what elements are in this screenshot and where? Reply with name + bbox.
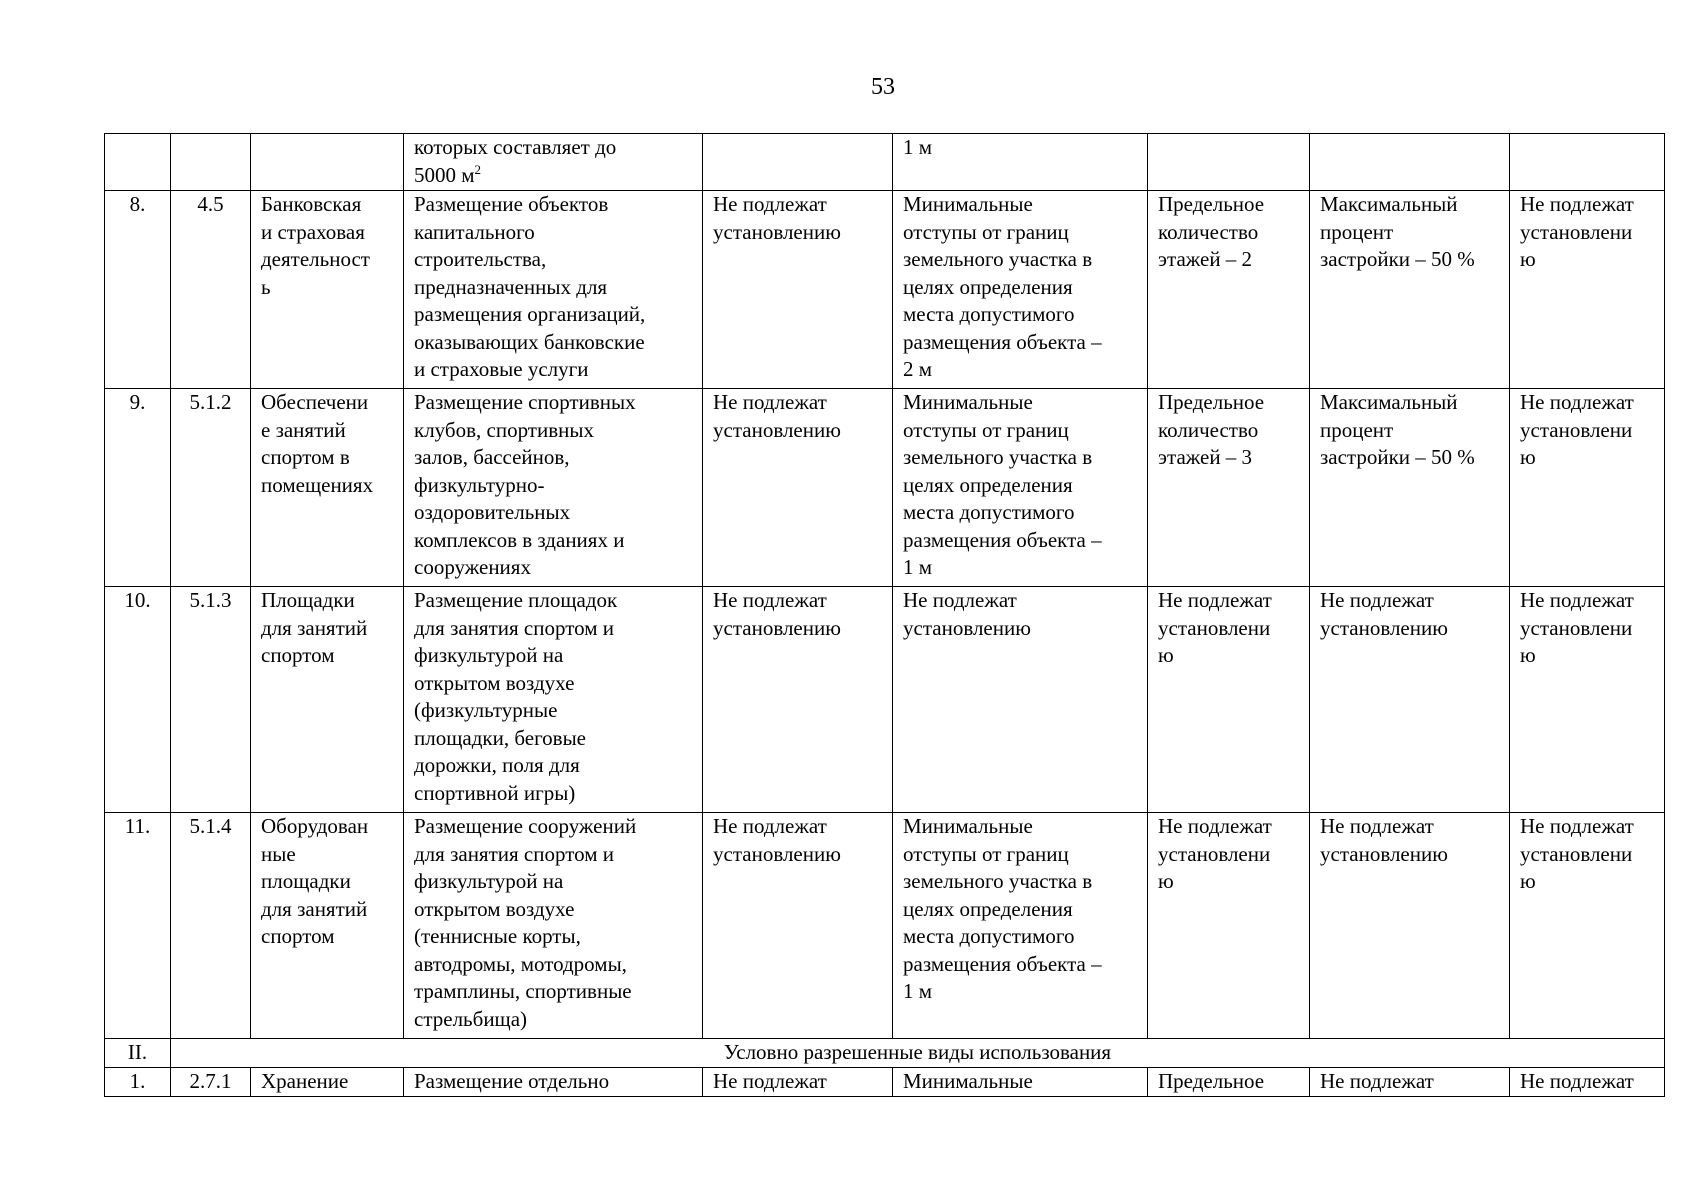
cell-col9 [1510, 389, 1665, 587]
cell-line: Площадки [261, 588, 355, 612]
cell-name [251, 134, 404, 191]
cell-line [414, 162, 692, 190]
cell-col8 [1310, 1068, 1510, 1097]
cell-number: 11. [105, 813, 171, 1039]
cell-line: Максимальный [1320, 192, 1458, 216]
cell-line: установлению [1320, 615, 1448, 640]
cell-line: Не подлежат [1320, 588, 1434, 612]
cell-line: процент [1320, 417, 1394, 442]
cell-line: целях определения [903, 896, 1073, 921]
cell-number: 9. [105, 389, 171, 587]
cell-name [251, 1068, 404, 1097]
cell-line: размещения объекта – [903, 329, 1102, 354]
cell-line: оздоровительных [414, 500, 571, 524]
cell-line: оказывающих банковские [414, 329, 645, 354]
cell-line: 1 м [903, 555, 933, 579]
cell-col9 [1510, 134, 1665, 191]
table-row [105, 191, 1665, 389]
section-row [105, 1039, 1665, 1068]
cell-name [251, 191, 404, 389]
cell-line: Обеспечени [261, 390, 369, 414]
cell-line: Предельное [1158, 1069, 1265, 1093]
cell-line: земельного участка в [903, 445, 1093, 469]
cell-line: установлени [1520, 841, 1633, 866]
cell-line: Предельное [1158, 192, 1265, 216]
cell-line: для занятий [261, 896, 368, 921]
cell-line: Размещение спортивных [414, 390, 636, 414]
cell-col8 [1310, 134, 1510, 191]
cell-line: установлени [1520, 219, 1633, 244]
cell-line: процент [1320, 219, 1394, 244]
cell-line: отступы от границ [903, 417, 1069, 442]
cell-line: помещениях [261, 472, 374, 497]
cell-line: е занятий [261, 417, 346, 442]
cell-line: спортом [261, 924, 335, 948]
cell-description [404, 813, 703, 1039]
cell-line: открытом воздухе [414, 670, 575, 695]
table-row [105, 134, 1665, 191]
cell-number: 8. [105, 191, 171, 389]
cell-line: Не подлежат [1320, 1069, 1434, 1093]
cell-line: размещения объекта – [903, 951, 1102, 976]
cell-line: Не подлежат [1158, 588, 1272, 612]
cell-line: застройки – 50 % [1320, 247, 1475, 271]
cell-line: капитального [414, 219, 535, 244]
cell-line: установлению [1320, 841, 1448, 866]
cell-col7 [1148, 191, 1310, 389]
cell-line: деятельност [261, 247, 370, 271]
cell-code: 2.7.1 [171, 1068, 251, 1097]
cell-name [251, 587, 404, 813]
cell-line: спортивной игры) [414, 780, 576, 805]
cell-col6 [893, 191, 1148, 389]
cell-col8 [1310, 389, 1510, 587]
cell-line: Не подлежат [713, 814, 827, 838]
cell-col7 [1148, 587, 1310, 813]
cell-line: Минимальные [903, 192, 1033, 216]
cell-col6 [893, 587, 1148, 813]
cell-col7 [1148, 389, 1310, 587]
cell-col7 [1148, 1068, 1310, 1097]
cell-col6 [893, 389, 1148, 587]
cell-col5 [703, 191, 893, 389]
table-row [105, 1068, 1665, 1097]
cell-line: 1 м [903, 135, 933, 159]
cell-line: Не подлежат [1320, 814, 1434, 838]
cell-line: предназначенных для [414, 274, 608, 299]
cell-line: комплексов в зданиях и [414, 527, 625, 552]
cell-line: Не подлежат [1520, 192, 1634, 216]
superscript: 2 [474, 161, 482, 177]
cell-line: ю [1158, 643, 1174, 667]
zoning-table [104, 133, 1665, 1097]
cell-line: установлени [1520, 417, 1633, 442]
cell-description [404, 389, 703, 587]
cell-line: отступы от границ [903, 219, 1069, 244]
cell-name [251, 813, 404, 1039]
cell-line: для занятия спортом и [414, 841, 614, 866]
cell-line: размещения объекта – [903, 527, 1102, 552]
cell-description [404, 134, 703, 191]
cell-col8 [1310, 813, 1510, 1039]
cell-line: установлению [713, 615, 841, 640]
cell-line: для занятия спортом и [414, 615, 614, 640]
cell-line: (теннисные корты, [414, 924, 581, 948]
cell-line: площадки, беговые [414, 725, 586, 750]
cell-line: 2 м [903, 357, 933, 381]
cell-line: ю [1520, 445, 1536, 469]
cell-col6 [893, 1068, 1148, 1097]
cell-line: Минимальные [903, 1069, 1033, 1093]
cell-col5 [703, 389, 893, 587]
cell-line: этажей – 3 [1158, 445, 1253, 469]
cell-line: Не подлежат [1520, 814, 1634, 838]
cell-line: автодромы, мотодромы, [414, 951, 627, 976]
table-row [105, 587, 1665, 813]
cell-line: физкультурой на [414, 643, 564, 667]
cell-line: Предельное [1158, 390, 1265, 414]
cell-name [251, 389, 404, 587]
cell-line: 1 м [903, 979, 933, 1003]
cell-line: ю [1158, 869, 1174, 893]
cell-line: целях определения [903, 472, 1073, 497]
cell-line: отступы от границ [903, 841, 1069, 866]
cell-col6 [893, 134, 1148, 191]
cell-line: места допустимого [903, 302, 1075, 326]
cell-line: установлению [713, 841, 841, 866]
cell-line: (физкультурные [414, 698, 558, 722]
cell-line: трамплины, спортивные [414, 979, 632, 1003]
cell-line: установлени [1158, 615, 1271, 640]
cell-col6 [893, 813, 1148, 1039]
cell-line: залов, бассейнов, [414, 445, 570, 469]
cell-col9 [1510, 191, 1665, 389]
cell-line: Максимальный [1320, 390, 1458, 414]
cell-col5 [703, 1068, 893, 1097]
cell-code: 4.5 [171, 191, 251, 389]
cell-col9 [1510, 587, 1665, 813]
cell-line: Минимальные [903, 814, 1033, 838]
cell-col8 [1310, 587, 1510, 813]
cell-line: и страховые услуги [414, 357, 589, 381]
cell-line: Не подлежат [903, 588, 1017, 612]
cell-line: количество [1158, 417, 1259, 442]
cell-line: установлению [903, 615, 1031, 640]
cell-line: Размещение объектов [414, 192, 609, 216]
cell-line: Хранение [261, 1069, 349, 1093]
table-body [105, 134, 1665, 1097]
cell-line: размещения организаций, [414, 302, 646, 326]
cell-line: целях определения [903, 274, 1073, 299]
cell-line: ные [261, 841, 296, 866]
cell-number [105, 134, 171, 191]
cell-line: этажей – 2 [1158, 247, 1253, 271]
cell-line: которых составляет до [414, 135, 617, 159]
cell-code: 5.1.2 [171, 389, 251, 587]
cell-line: Не подлежат [1520, 1069, 1634, 1093]
cell-line: места допустимого [903, 500, 1075, 524]
cell-description [404, 191, 703, 389]
cell-col8 [1310, 191, 1510, 389]
cell-line: Размещение отдельно [414, 1069, 610, 1093]
cell-line: ю [1520, 643, 1536, 667]
cell-line: Размещение площадок [414, 588, 618, 612]
cell-line: спортом [261, 643, 335, 667]
cell-line: Банковская [261, 192, 362, 216]
cell-line: застройки – 50 % [1320, 445, 1475, 469]
cell-code [171, 134, 251, 191]
cell-line: строительства, [414, 247, 547, 271]
cell-line: земельного участка в [903, 869, 1093, 893]
cell-col9 [1510, 1068, 1665, 1097]
cell-col7 [1148, 134, 1310, 191]
cell-line: дорожки, поля для [414, 753, 580, 777]
cell-line: установлени [1158, 841, 1271, 866]
cell-code: 5.1.3 [171, 587, 251, 813]
cell-line: Не подлежат [1158, 814, 1272, 838]
cell-line: для занятий [261, 615, 368, 640]
cell-line: Не подлежат [1520, 390, 1634, 414]
cell-line: Минимальные [903, 390, 1033, 414]
cell-line: сооружениях [414, 555, 531, 579]
cell-number: 10. [105, 587, 171, 813]
cell-col5 [703, 813, 893, 1039]
cell-line: Не подлежат [1520, 588, 1634, 612]
cell-line: спортом в [261, 445, 350, 469]
cell-number: 1. [105, 1068, 171, 1097]
cell-line: Не подлежат [713, 390, 827, 414]
cell-line: земельного участка в [903, 247, 1093, 271]
cell-line: физкультурно- [414, 472, 545, 497]
cell-code: 5.1.4 [171, 813, 251, 1039]
cell-line: Не подлежат [713, 192, 827, 216]
cell-line: количество [1158, 219, 1259, 244]
cell-text: 5000 м [414, 162, 475, 187]
cell-line: Размещение сооружений [414, 814, 637, 838]
cell-line: установлению [713, 219, 841, 244]
cell-line: установлени [1520, 615, 1633, 640]
section-title: Условно разрешенные виды использования [171, 1039, 1665, 1068]
table-row [105, 389, 1665, 587]
cell-line: ь [261, 274, 271, 299]
cell-line: физкультурой на [414, 869, 564, 893]
section-number: II. [105, 1039, 171, 1068]
cell-line: и страховая [261, 219, 365, 244]
cell-line: Не подлежат [713, 588, 827, 612]
cell-col9 [1510, 813, 1665, 1039]
page-number: 53 [871, 74, 895, 100]
cell-line: ю [1520, 869, 1536, 893]
cell-description [404, 1068, 703, 1097]
cell-line: установлению [713, 417, 841, 442]
cell-line: стрельбища) [414, 1006, 528, 1031]
cell-line: места допустимого [903, 924, 1075, 948]
cell-line: ю [1520, 247, 1536, 271]
cell-line: Оборудован [261, 814, 369, 838]
cell-col5 [703, 587, 893, 813]
cell-line: открытом воздухе [414, 896, 575, 921]
cell-line: площадки [261, 869, 351, 893]
cell-col7 [1148, 813, 1310, 1039]
table-row [105, 813, 1665, 1039]
cell-line: клубов, спортивных [414, 417, 594, 442]
cell-line: Не подлежат [713, 1069, 827, 1093]
cell-description [404, 587, 703, 813]
cell-col5 [703, 134, 893, 191]
